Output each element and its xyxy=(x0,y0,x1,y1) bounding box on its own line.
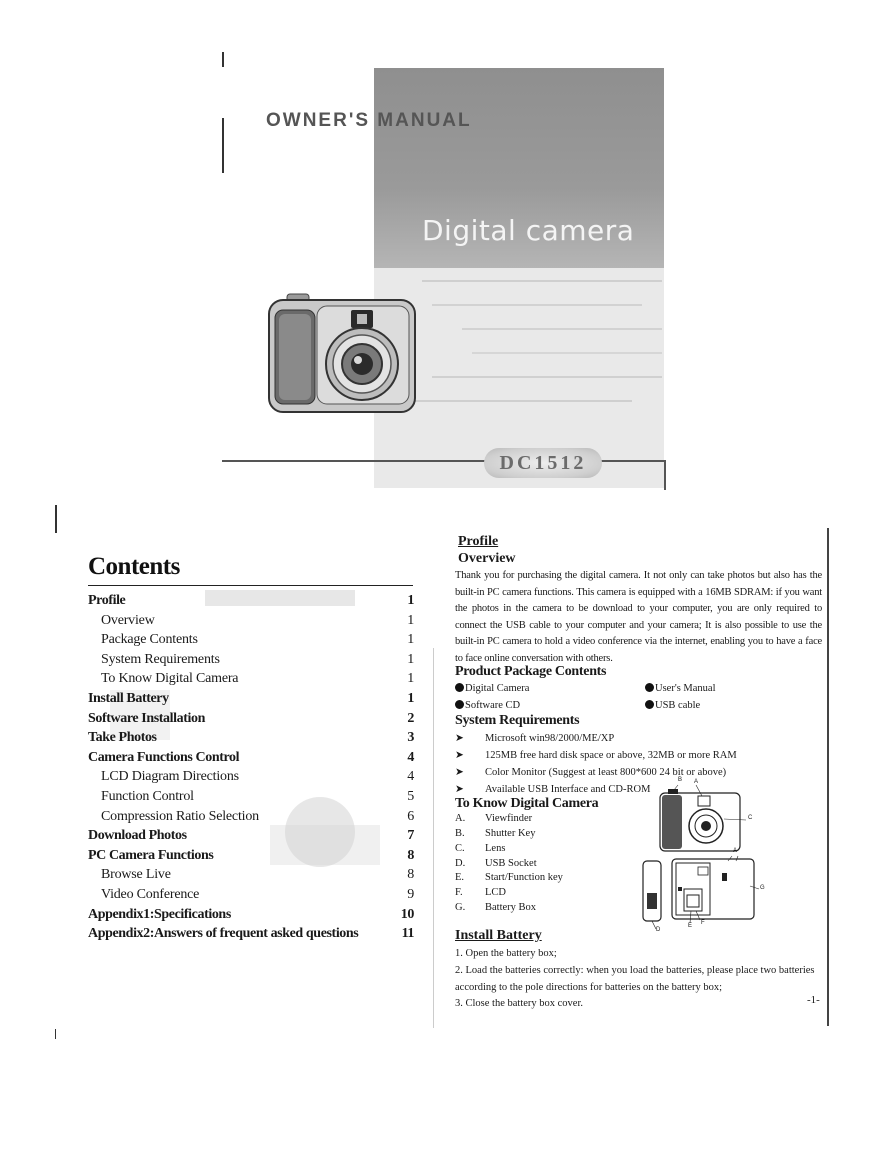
profile-heading: Profile xyxy=(458,534,499,549)
install-step: 3. Close the battery box cover. xyxy=(455,998,584,1009)
contents-title: Contents xyxy=(88,553,180,580)
package-item-usb-cable: USB cable xyxy=(645,700,700,711)
install-step: 1. Open the battery box; xyxy=(455,948,557,959)
bullet-icon xyxy=(455,700,464,709)
bullet-icon xyxy=(645,683,654,692)
scan-edge-mark xyxy=(222,52,224,67)
overview-heading: Overview xyxy=(458,551,516,566)
toc-entry-function-control: Function Control 5 xyxy=(101,788,414,804)
package-item-camera: Digital Camera xyxy=(455,683,529,694)
page-border xyxy=(827,528,829,1026)
toc-entry-profile: Profile 1 xyxy=(88,593,414,608)
part-item-viewfinder: A. Viewfinder xyxy=(455,813,533,824)
toc-entry-overview: Overview 1 xyxy=(101,612,414,628)
toc-entry-appendix1: Appendix1:Specifications 10 xyxy=(88,906,414,922)
cover-rule xyxy=(664,460,666,490)
scan-edge-mark xyxy=(55,1029,56,1039)
contents-rule xyxy=(88,585,413,586)
diagram-label: G xyxy=(760,885,765,891)
toc-entry-pc-camera-functions: PC Camera Functions 8 xyxy=(88,847,414,863)
install-step: 2. Load the batteries correctly: when you load the batteries, please place two batteries according to the pole directions for batteries on the battery box; xyxy=(455,965,815,993)
table-of-contents xyxy=(88,591,414,944)
diagram-label: A xyxy=(733,848,738,854)
diagram-label: B xyxy=(678,777,683,783)
toc-entry-compression-ratio: Compression Ratio Selection 6 xyxy=(101,808,414,824)
diagram-label: E xyxy=(688,923,693,929)
toc-entry-appendix2: Appendix2:Answers of frequent asked questions 11 xyxy=(88,926,414,942)
model-badge: DC1512 xyxy=(484,448,602,478)
toc-entry-software-installation: Software Installation 2 xyxy=(88,710,414,726)
toc-entry-camera-functions-control: Camera Functions Control 4 xyxy=(88,749,414,765)
install-battery-heading: Install Battery xyxy=(455,928,542,943)
bullet-icon xyxy=(645,700,654,709)
arrow-bullet-icon: ➤ xyxy=(455,733,464,744)
toc-entry-to-know-camera: To Know Digital Camera 1 xyxy=(101,671,414,687)
part-item-shutter-key: B. Shutter Key xyxy=(455,828,536,839)
scan-edge-mark xyxy=(55,505,57,533)
profile-page xyxy=(433,528,833,1028)
toc-entry-browse-live: Browse Live 8 xyxy=(101,867,414,883)
contents-page xyxy=(55,505,425,1045)
toc-entry-package-contents: Package Contents 1 xyxy=(101,632,414,648)
cover-page xyxy=(222,50,667,490)
requirement-item: ➤ Available USB Interface and CD-ROM xyxy=(455,784,651,795)
part-item-start-function-key: E. Start/Function key xyxy=(455,872,563,883)
camera-illustration xyxy=(267,292,417,417)
arrow-bullet-icon: ➤ xyxy=(455,750,464,761)
toc-entry-install-battery: Install Battery 1 xyxy=(88,690,414,706)
diagram-label: F xyxy=(701,920,705,926)
page-number: -1- xyxy=(807,994,820,1006)
arrow-bullet-icon: ➤ xyxy=(455,767,464,778)
part-item-battery-box: G. Battery Box xyxy=(455,902,537,913)
diagram-label: A xyxy=(694,779,699,785)
toc-entry-download-photos: Download Photos 7 xyxy=(88,828,414,844)
part-item-lcd: F. LCD xyxy=(455,887,506,898)
scan-edge-mark xyxy=(222,118,224,173)
to-know-camera-heading: To Know Digital Camera xyxy=(455,796,599,811)
toc-entry-system-requirements: System Requirements 1 xyxy=(101,651,414,667)
show-through-lines xyxy=(392,280,662,402)
package-item-software-cd: Software CD xyxy=(455,700,520,711)
camera-parts-diagram xyxy=(638,777,768,933)
requirement-item: ➤ Color Monitor (Suggest at least 800*600 24 bit or above) xyxy=(455,767,727,778)
overview-paragraph: Thank you for purchasing the digital camera. It not only can take photos but also has the built-in PC camera functions. This camera is equipped with a 16MB SDRAM: if you want the photos in the camera to be download to your computer, you are only required to connect the USB cable to your computer and your camera; It is also possible to use the built-in PC camera to hold a video conference via the internet, enabling you to have a face to face online conversation with others. xyxy=(455,570,822,664)
bullet-icon xyxy=(455,683,464,692)
part-item-usb-socket: D. USB Socket xyxy=(455,858,537,869)
diagram-label: C xyxy=(748,815,753,821)
system-requirements-heading: System Requirements xyxy=(455,713,580,728)
part-item-lens: C. Lens xyxy=(455,843,506,854)
requirement-item: ➤ 125MB free hard disk space or above, 32MB or more RAM xyxy=(455,750,737,761)
toc-entry-video-conference: Video Conference 9 xyxy=(101,886,414,902)
owners-manual-title: OWNER'S MANUAL xyxy=(266,110,472,131)
product-title: Digital camera xyxy=(422,214,635,247)
package-item-manual: User's Manual xyxy=(645,683,716,694)
arrow-bullet-icon: ➤ xyxy=(455,784,464,795)
toc-entry-lcd-diagram: LCD Diagram Directions 4 xyxy=(101,769,414,785)
package-heading: Product Package Contents xyxy=(455,664,607,679)
diagram-label: D xyxy=(656,927,661,933)
requirement-item: ➤ Microsoft win98/2000/ME/XP xyxy=(455,733,615,744)
toc-entry-take-photos: Take Photos 3 xyxy=(88,730,414,746)
page-fold-line xyxy=(433,648,434,1028)
